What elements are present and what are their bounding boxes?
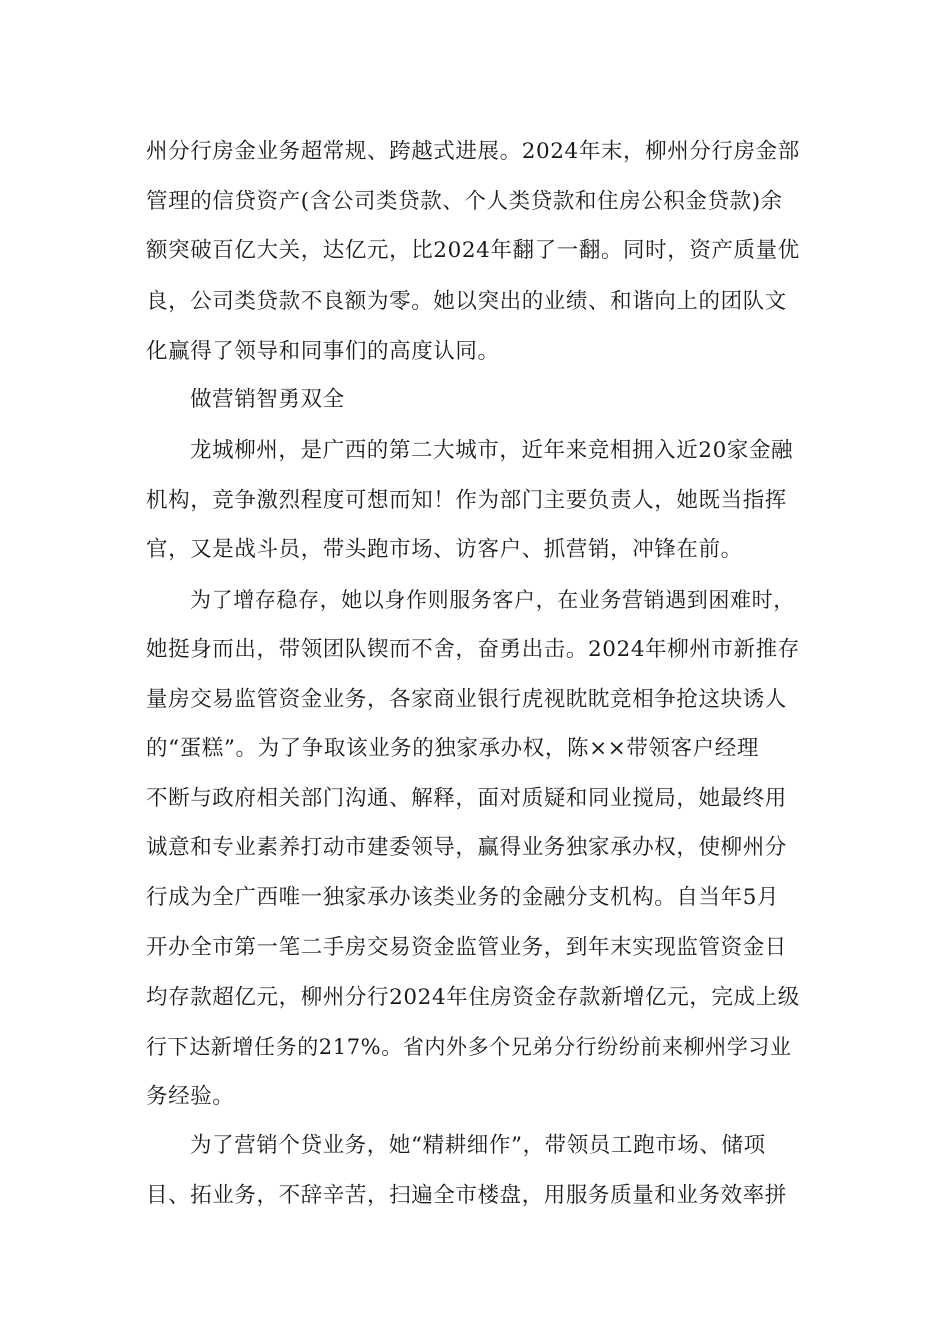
text-line: 为了增存稳存，她以身作则服务客户，在业务营销遇到困难时，: [190, 588, 795, 612]
text-line: 均存款超亿元，柳州分行2024年住房资金存款新增亿元，完成上级: [146, 985, 800, 1010]
text-line: 州分行房金业务超常规、跨越式进展。2024年末，柳州分行房金部: [146, 139, 800, 164]
text-line: 行下达新增任务的217%。省内外多个兄弟分行纷纷前来柳州学习业: [146, 1035, 792, 1059]
text-line: 她挺身而出，带领团队锲而不舍，奋勇出击。2024年柳州市新推存: [146, 637, 800, 662]
text-line: 官，又是战斗员，带头跑市场、访客户、抓营销，冲锋在前。: [146, 537, 743, 562]
section-heading: 做营销智勇双全: [190, 387, 345, 412]
text-line: 良，公司类贷款不良额为零。她以突出的业绩、和谐向上的团队文: [146, 289, 787, 314]
text-line: 开办全市第一笔二手房交易资金监管业务，到年末实现监管资金日: [146, 935, 787, 960]
text-line: 管理的信贷资产(含公司类贷款、个人类贷款和住房公积金贷款)余: [146, 189, 783, 214]
text-line: 的“蛋糕”。为了争取该业务的独家承办权，陈××带领客户经理: [146, 736, 759, 761]
text-line: 务经验。: [146, 1084, 235, 1109]
text-line: 额突破百亿大关，达亿元，比2024年翻了一翻。同时，资产质量优: [146, 238, 800, 263]
text-line: 诚意和专业素养打动市建委领导，赢得业务独家承办权，使柳州分: [146, 835, 787, 860]
text-line: 龙城柳州，是广西的第二大城市，近年来竞相拥入近20家金融: [190, 438, 794, 463]
text-line: 目、拓业务，不辞辛苦，扫遍全市楼盘，用服务质量和业务效率拼: [146, 1183, 787, 1208]
text-line: 机构，竞争激烈程度可想而知！作为部门主要负责人，她既当指挥: [146, 488, 787, 513]
text-line: 为了营销个贷业务，她“精耕细作”，带领员工跑市场、储项: [190, 1133, 766, 1158]
text-line: 不断与政府相关部门沟通、解释，面对质疑和同业搅局，她最终用: [146, 786, 787, 811]
text-line: 化赢得了领导和同事们的高度认同。: [146, 339, 500, 364]
text-line: 行成为全广西唯一独家承办该类业务的金融分支机构。自当年5月: [146, 885, 780, 910]
text-line: 量房交易监管资金业务，各家商业银行虎视眈眈竞相争抢这块诱人: [146, 687, 787, 712]
